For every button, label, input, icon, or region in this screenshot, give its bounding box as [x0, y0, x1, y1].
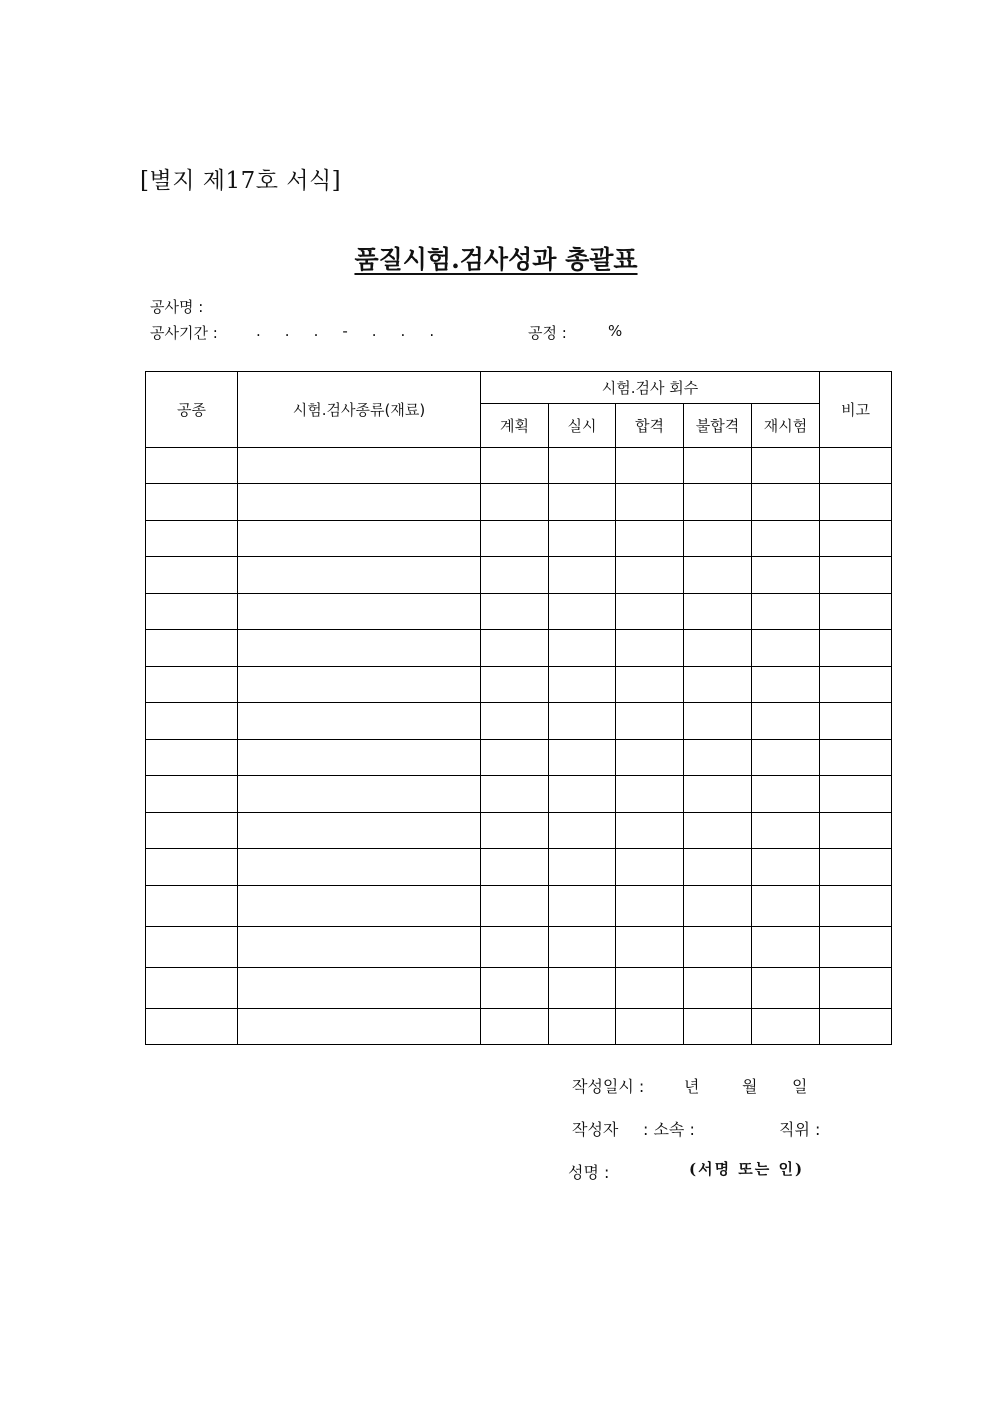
table-cell[interactable] [616, 521, 684, 557]
table-cell[interactable] [684, 1009, 752, 1045]
header-plan: 계획 [481, 404, 549, 448]
table-cell[interactable] [238, 484, 481, 521]
table-cell[interactable] [752, 521, 820, 557]
table-cell[interactable] [549, 667, 616, 703]
date-year: 년 [684, 1077, 700, 1096]
table-cell[interactable] [238, 886, 481, 927]
table-row [146, 557, 892, 594]
table-cell[interactable] [752, 557, 820, 594]
table-cell[interactable] [146, 886, 238, 927]
header-pass: 합격 [616, 404, 684, 448]
table-cell[interactable] [684, 521, 752, 557]
table-cell[interactable] [549, 968, 616, 1009]
project-period-dots [256, 322, 458, 340]
table-cell[interactable] [616, 557, 684, 594]
table-cell[interactable] [238, 813, 481, 849]
table-cell[interactable] [549, 886, 616, 927]
table-cell[interactable] [616, 776, 684, 813]
table-cell[interactable] [238, 740, 481, 776]
table-cell[interactable] [820, 740, 892, 776]
table-cell[interactable] [752, 630, 820, 667]
table-cell[interactable] [146, 667, 238, 703]
table-cell[interactable] [752, 1009, 820, 1045]
table-row [146, 886, 892, 927]
table-row [146, 594, 892, 630]
table-cell[interactable] [481, 703, 549, 740]
table-row [146, 740, 892, 776]
table-cell[interactable] [752, 484, 820, 521]
table-cell[interactable] [684, 484, 752, 521]
table-cell[interactable] [146, 968, 238, 1009]
table-cell[interactable] [238, 776, 481, 813]
table-cell[interactable] [238, 448, 481, 484]
table-cell[interactable] [684, 448, 752, 484]
table-cell[interactable] [752, 703, 820, 740]
table-cell[interactable] [549, 594, 616, 630]
table-cell[interactable] [616, 1009, 684, 1045]
period-dot: . [371, 322, 377, 340]
table-cell[interactable] [616, 968, 684, 1009]
table-cell[interactable] [549, 557, 616, 594]
date-label: 작성일시 : [572, 1077, 645, 1096]
table-cell[interactable] [238, 630, 481, 667]
table-cell[interactable] [481, 849, 549, 886]
table-cell[interactable] [616, 927, 684, 968]
table-cell[interactable] [146, 849, 238, 886]
table-cell[interactable] [549, 703, 616, 740]
table-cell[interactable] [146, 776, 238, 813]
table-cell[interactable] [481, 1009, 549, 1045]
table-cell[interactable] [549, 521, 616, 557]
table-cell[interactable] [481, 927, 549, 968]
table-cell[interactable] [238, 849, 481, 886]
table-cell[interactable] [820, 849, 892, 886]
table-cell[interactable] [616, 630, 684, 667]
table-row [146, 927, 892, 968]
table-row [146, 849, 892, 886]
table-cell[interactable] [238, 1009, 481, 1045]
table-cell[interactable] [752, 927, 820, 968]
name-label: 성명 : [568, 1163, 610, 1182]
table-cell[interactable] [481, 484, 549, 521]
table-cell[interactable] [238, 594, 481, 630]
period-dot: . [400, 322, 406, 340]
table-cell[interactable] [146, 1009, 238, 1045]
table-cell[interactable] [820, 968, 892, 1009]
table-cell[interactable] [820, 630, 892, 667]
period-dot: . [256, 322, 261, 340]
position-label: 직위 : [779, 1120, 821, 1139]
table-cell[interactable] [684, 776, 752, 813]
form-number: [별지 제17호 서식] [140, 168, 342, 194]
table-cell[interactable] [146, 630, 238, 667]
table-row [146, 484, 892, 521]
table-cell[interactable] [146, 740, 238, 776]
table-cell[interactable] [549, 927, 616, 968]
table-cell[interactable] [752, 813, 820, 849]
signature-note: (서명 또는 인) [689, 1160, 805, 1178]
document-title: 품질시험.검사성과 총괄표 [354, 245, 638, 274]
period-dash: - [342, 322, 348, 340]
table-cell[interactable] [146, 594, 238, 630]
table-cell[interactable] [481, 594, 549, 630]
table-cell[interactable] [616, 448, 684, 484]
date-day: 일 [792, 1077, 808, 1096]
table-cell[interactable] [684, 886, 752, 927]
table-cell[interactable] [238, 557, 481, 594]
table-cell[interactable] [616, 594, 684, 630]
table-cell[interactable] [481, 886, 549, 927]
table-cell[interactable] [238, 927, 481, 968]
table-cell[interactable] [481, 557, 549, 594]
table-cell[interactable] [481, 630, 549, 667]
header-fail: 불합격 [684, 404, 752, 448]
table-cell[interactable] [146, 927, 238, 968]
table-cell[interactable] [481, 968, 549, 1009]
table-cell[interactable] [820, 776, 892, 813]
table-cell[interactable] [820, 484, 892, 521]
table-cell[interactable] [549, 776, 616, 813]
document-title-wrapper [0, 240, 992, 276]
table-cell[interactable] [238, 521, 481, 557]
header-remark: 비고 [820, 372, 892, 448]
table-cell[interactable] [616, 740, 684, 776]
table-cell[interactable] [752, 448, 820, 484]
table-cell[interactable] [684, 667, 752, 703]
header-test-type: 시험.검사종류(재료) [238, 372, 481, 448]
table-cell[interactable] [684, 740, 752, 776]
table-row [146, 448, 892, 484]
table-cell[interactable] [752, 968, 820, 1009]
table-cell[interactable] [616, 484, 684, 521]
table-cell[interactable] [616, 703, 684, 740]
table-cell[interactable] [820, 927, 892, 968]
table-cell[interactable] [616, 849, 684, 886]
table-cell[interactable] [684, 557, 752, 594]
table-cell[interactable] [820, 813, 892, 849]
table-cell[interactable] [481, 740, 549, 776]
table-row [146, 703, 892, 740]
table-cell[interactable] [684, 630, 752, 667]
period-dot: . [429, 322, 435, 340]
header-work-type: 공종 [146, 372, 238, 448]
affiliation-label: : 소속 : [643, 1120, 695, 1139]
table-cell[interactable] [820, 594, 892, 630]
table-cell[interactable] [752, 776, 820, 813]
table-row [146, 1009, 892, 1045]
table-row [146, 968, 892, 1009]
table-cell[interactable] [146, 521, 238, 557]
table-cell[interactable] [549, 484, 616, 521]
table-cell[interactable] [820, 667, 892, 703]
table-cell[interactable] [752, 594, 820, 630]
table-cell[interactable] [238, 667, 481, 703]
summary-table [145, 371, 892, 1045]
table-cell[interactable] [752, 849, 820, 886]
table-cell[interactable] [146, 703, 238, 740]
table-cell[interactable] [684, 849, 752, 886]
table-cell[interactable] [549, 740, 616, 776]
table-cell[interactable] [820, 703, 892, 740]
period-dot: . [284, 322, 290, 340]
table-cell[interactable] [481, 667, 549, 703]
date-month: 월 [742, 1077, 758, 1096]
author-label: 작성자 [572, 1120, 619, 1139]
period-dot: . [313, 322, 319, 340]
table-row [146, 776, 892, 813]
header-row-1 [146, 372, 892, 404]
table-cell[interactable] [616, 813, 684, 849]
table-cell[interactable] [752, 886, 820, 927]
table-cell[interactable] [146, 484, 238, 521]
table-cell[interactable] [684, 594, 752, 630]
header-retest: 재시험 [752, 404, 820, 448]
table-row [146, 630, 892, 667]
table-cell[interactable] [146, 557, 238, 594]
table-cell[interactable] [549, 849, 616, 886]
progress-unit: % [608, 322, 623, 340]
progress-label: 공정 : [528, 324, 567, 342]
table-row [146, 667, 892, 703]
table-cell[interactable] [146, 813, 238, 849]
table-cell[interactable] [820, 557, 892, 594]
header-done: 실시 [549, 404, 616, 448]
table-cell[interactable] [549, 813, 616, 849]
table-cell[interactable] [684, 703, 752, 740]
table-cell[interactable] [820, 1009, 892, 1045]
table-cell[interactable] [752, 667, 820, 703]
table-cell[interactable] [549, 630, 616, 667]
table-row [146, 521, 892, 557]
table-cell[interactable] [616, 886, 684, 927]
table-cell[interactable] [820, 886, 892, 927]
project-period-label: 공사기간 : [150, 324, 218, 342]
table-cell[interactable] [481, 521, 549, 557]
table-cell[interactable] [684, 813, 752, 849]
table-cell[interactable] [684, 968, 752, 1009]
table-cell[interactable] [752, 740, 820, 776]
table-cell[interactable] [616, 667, 684, 703]
table-cell[interactable] [146, 448, 238, 484]
table-cell[interactable] [820, 521, 892, 557]
table-cell[interactable] [481, 776, 549, 813]
table-cell[interactable] [549, 448, 616, 484]
table-cell[interactable] [238, 703, 481, 740]
table-cell[interactable] [238, 968, 481, 1009]
table-cell[interactable] [820, 448, 892, 484]
table-cell[interactable] [481, 448, 549, 484]
table-row [146, 813, 892, 849]
header-test-count: 시험.검사 회수 [481, 372, 820, 404]
table-cell[interactable] [481, 813, 549, 849]
table-cell[interactable] [684, 927, 752, 968]
project-name-label: 공사명 : [150, 298, 204, 316]
table-cell[interactable] [549, 1009, 616, 1045]
